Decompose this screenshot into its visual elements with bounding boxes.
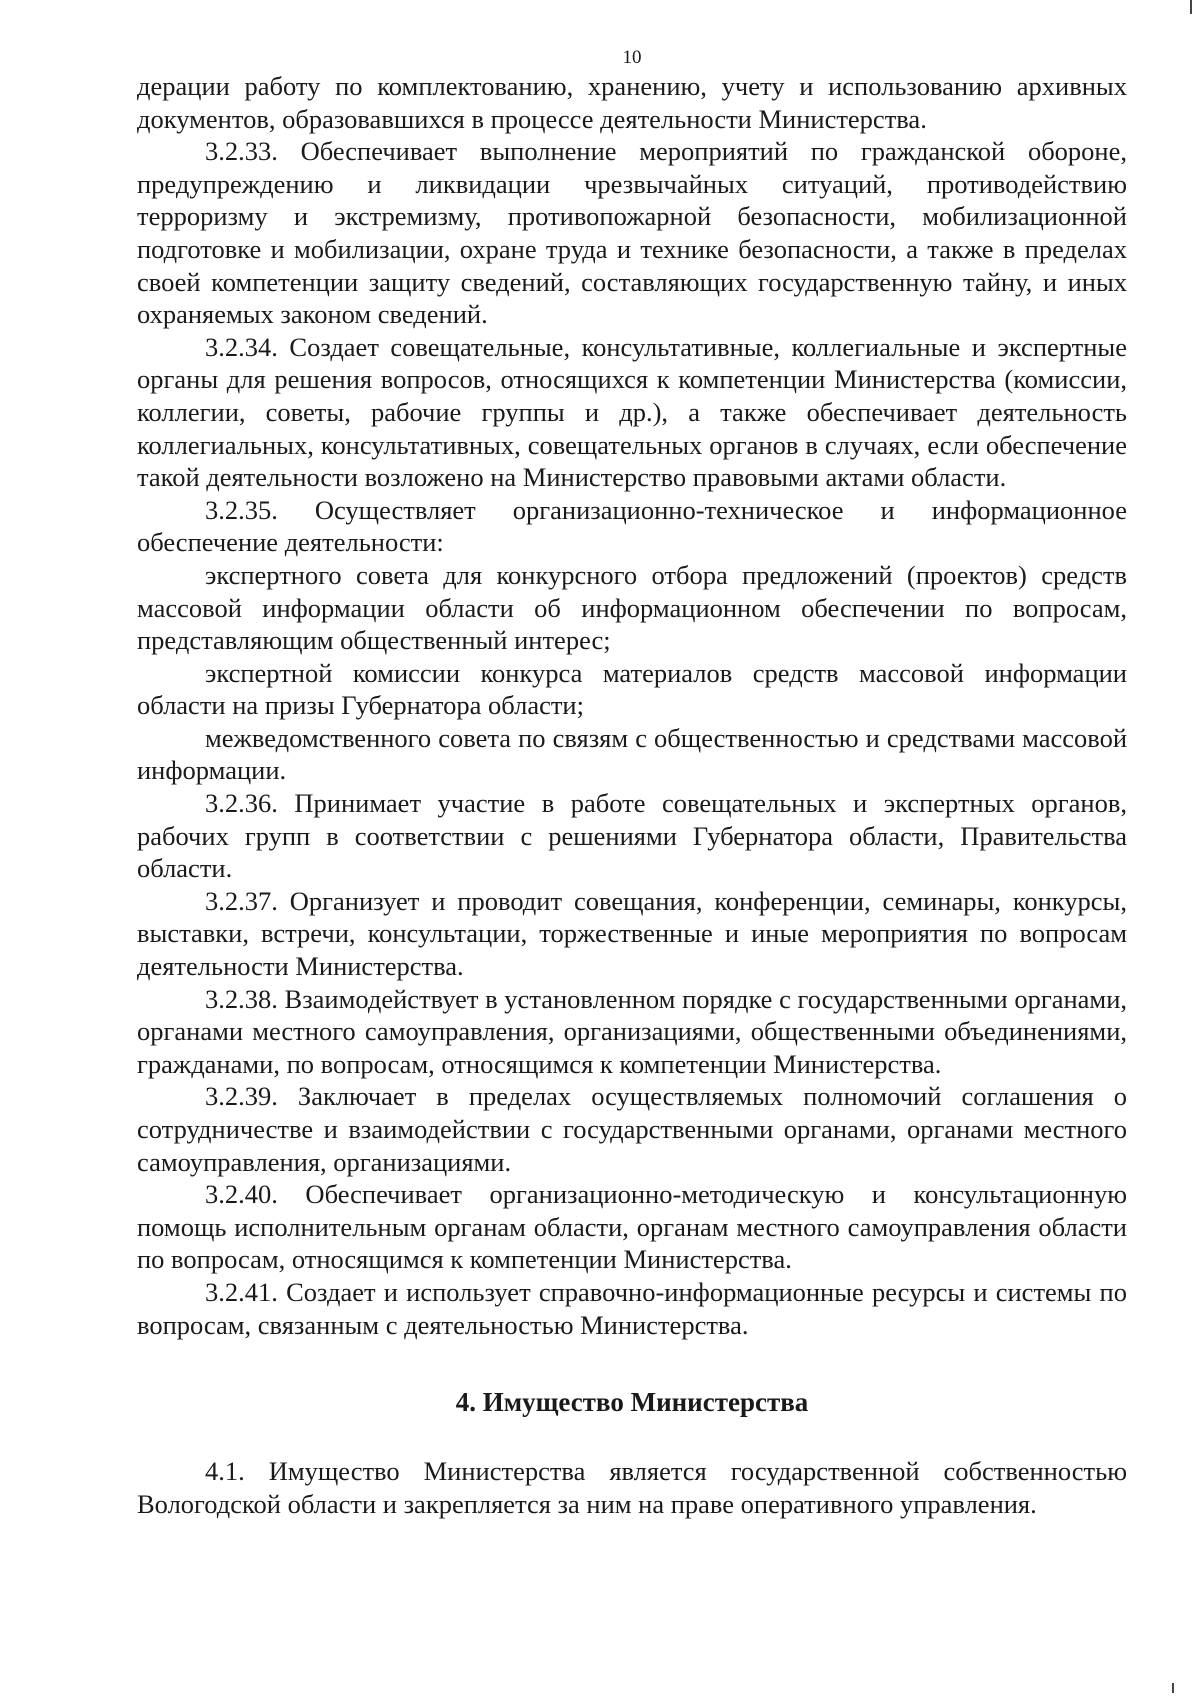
paragraph: экспертной комиссии конкурса материалов средств массовой информации области на призы Губернатора области; bbox=[137, 657, 1127, 721]
document-page bbox=[137, 46, 1127, 1520]
paragraph: 3.2.33. Обеспечивает выполнение мероприятий по гражданской обороне, предупреждению и ликвидации чрезвычайных ситуаций, противодействию терроризму и экстремизму, противопожарной безопасности, мобилизационной подготовке и мобилизации, охране труда и технике безопасности, а также в пределах своей компетенции защиту сведений, составляющих государственную тайну, и иных охраняемых законом сведений. bbox=[137, 136, 1127, 330]
page-number: 10 bbox=[622, 47, 642, 68]
paragraph: 3.2.38. Взаимодействует в установленном порядке с государственными органами, органами местного самоуправления, организациями, общественными объединениями, гражданами, по вопросам, относящимся к компетенции Министерства. bbox=[137, 983, 1127, 1079]
paragraph: 3.2.40. Обеспечивает организационно-методическую и консультационную помощь исполнительным органам области, органам местного самоуправления области по вопросам, относящимся к компетенции Министерства. bbox=[137, 1179, 1127, 1275]
paragraph: 3.2.35. Осуществляет организационно-техническое и информационное обеспечение деятельности: bbox=[137, 494, 1127, 558]
scan-edge-mark-top bbox=[1190, 0, 1192, 14]
paragraph: дерации работу по комплектованию, хранению, учету и использованию архивных документов, образовавшихся в процессе деятельности Министерства. bbox=[137, 71, 1127, 134]
paragraph: 3.2.36. Принимает участие в работе совещательных и экспертных органов, рабочих групп в соответствии с решениями Губернатора области, Правительства области. bbox=[137, 788, 1127, 884]
section-heading: 4. Имущество Министерства bbox=[455, 1387, 809, 1418]
paragraph: межведомственного совета по связям с общественностью и средствами массовой информации. bbox=[137, 722, 1127, 786]
paragraph: 4.1. Имущество Министерства является государственной собственностью Вологодской области и закрепляется за ним на праве оперативного управления. bbox=[137, 1456, 1127, 1519]
body-text-after-heading bbox=[137, 1455, 1127, 1520]
paragraph: 3.2.34. Создает совещательные, консультативные, коллегиальные и экспертные органы для решения вопросов, относящихся к компетенции Министерства (комиссии, коллегии, советы, рабочие группы и др.), а также обеспечивает деятельность коллегиальных, консультативных, совещательных органов в случаях, если обеспечение такой деятельности возложено на Министерство правовыми актами области. bbox=[137, 331, 1127, 493]
scan-edge-mark-bottom bbox=[1172, 1683, 1174, 1693]
paragraph: экспертного совета для конкурсного отбора предложений (проектов) средств массовой информации области об информационном обеспечении по вопросам, представляющим общественный интерес; bbox=[137, 559, 1127, 656]
paragraph: 3.2.41. Создает и использует справочно-информационные ресурсы и системы по вопросам, связанным с деятельностью Министерства. bbox=[137, 1276, 1127, 1340]
paragraph: 3.2.37. Организует и проводит совещания, конференции, семинары, конкурсы, выставки, встречи, консультации, торжественные и иные мероприятия по вопросам деятельности Министерства. bbox=[137, 885, 1127, 982]
paragraph: 3.2.39. Заключает в пределах осуществляемых полномочий соглашения о сотрудничестве и взаимодействии с государственными органами, органами местного самоуправления, организациями. bbox=[137, 1081, 1127, 1177]
body-text-before-heading bbox=[137, 70, 1127, 1341]
